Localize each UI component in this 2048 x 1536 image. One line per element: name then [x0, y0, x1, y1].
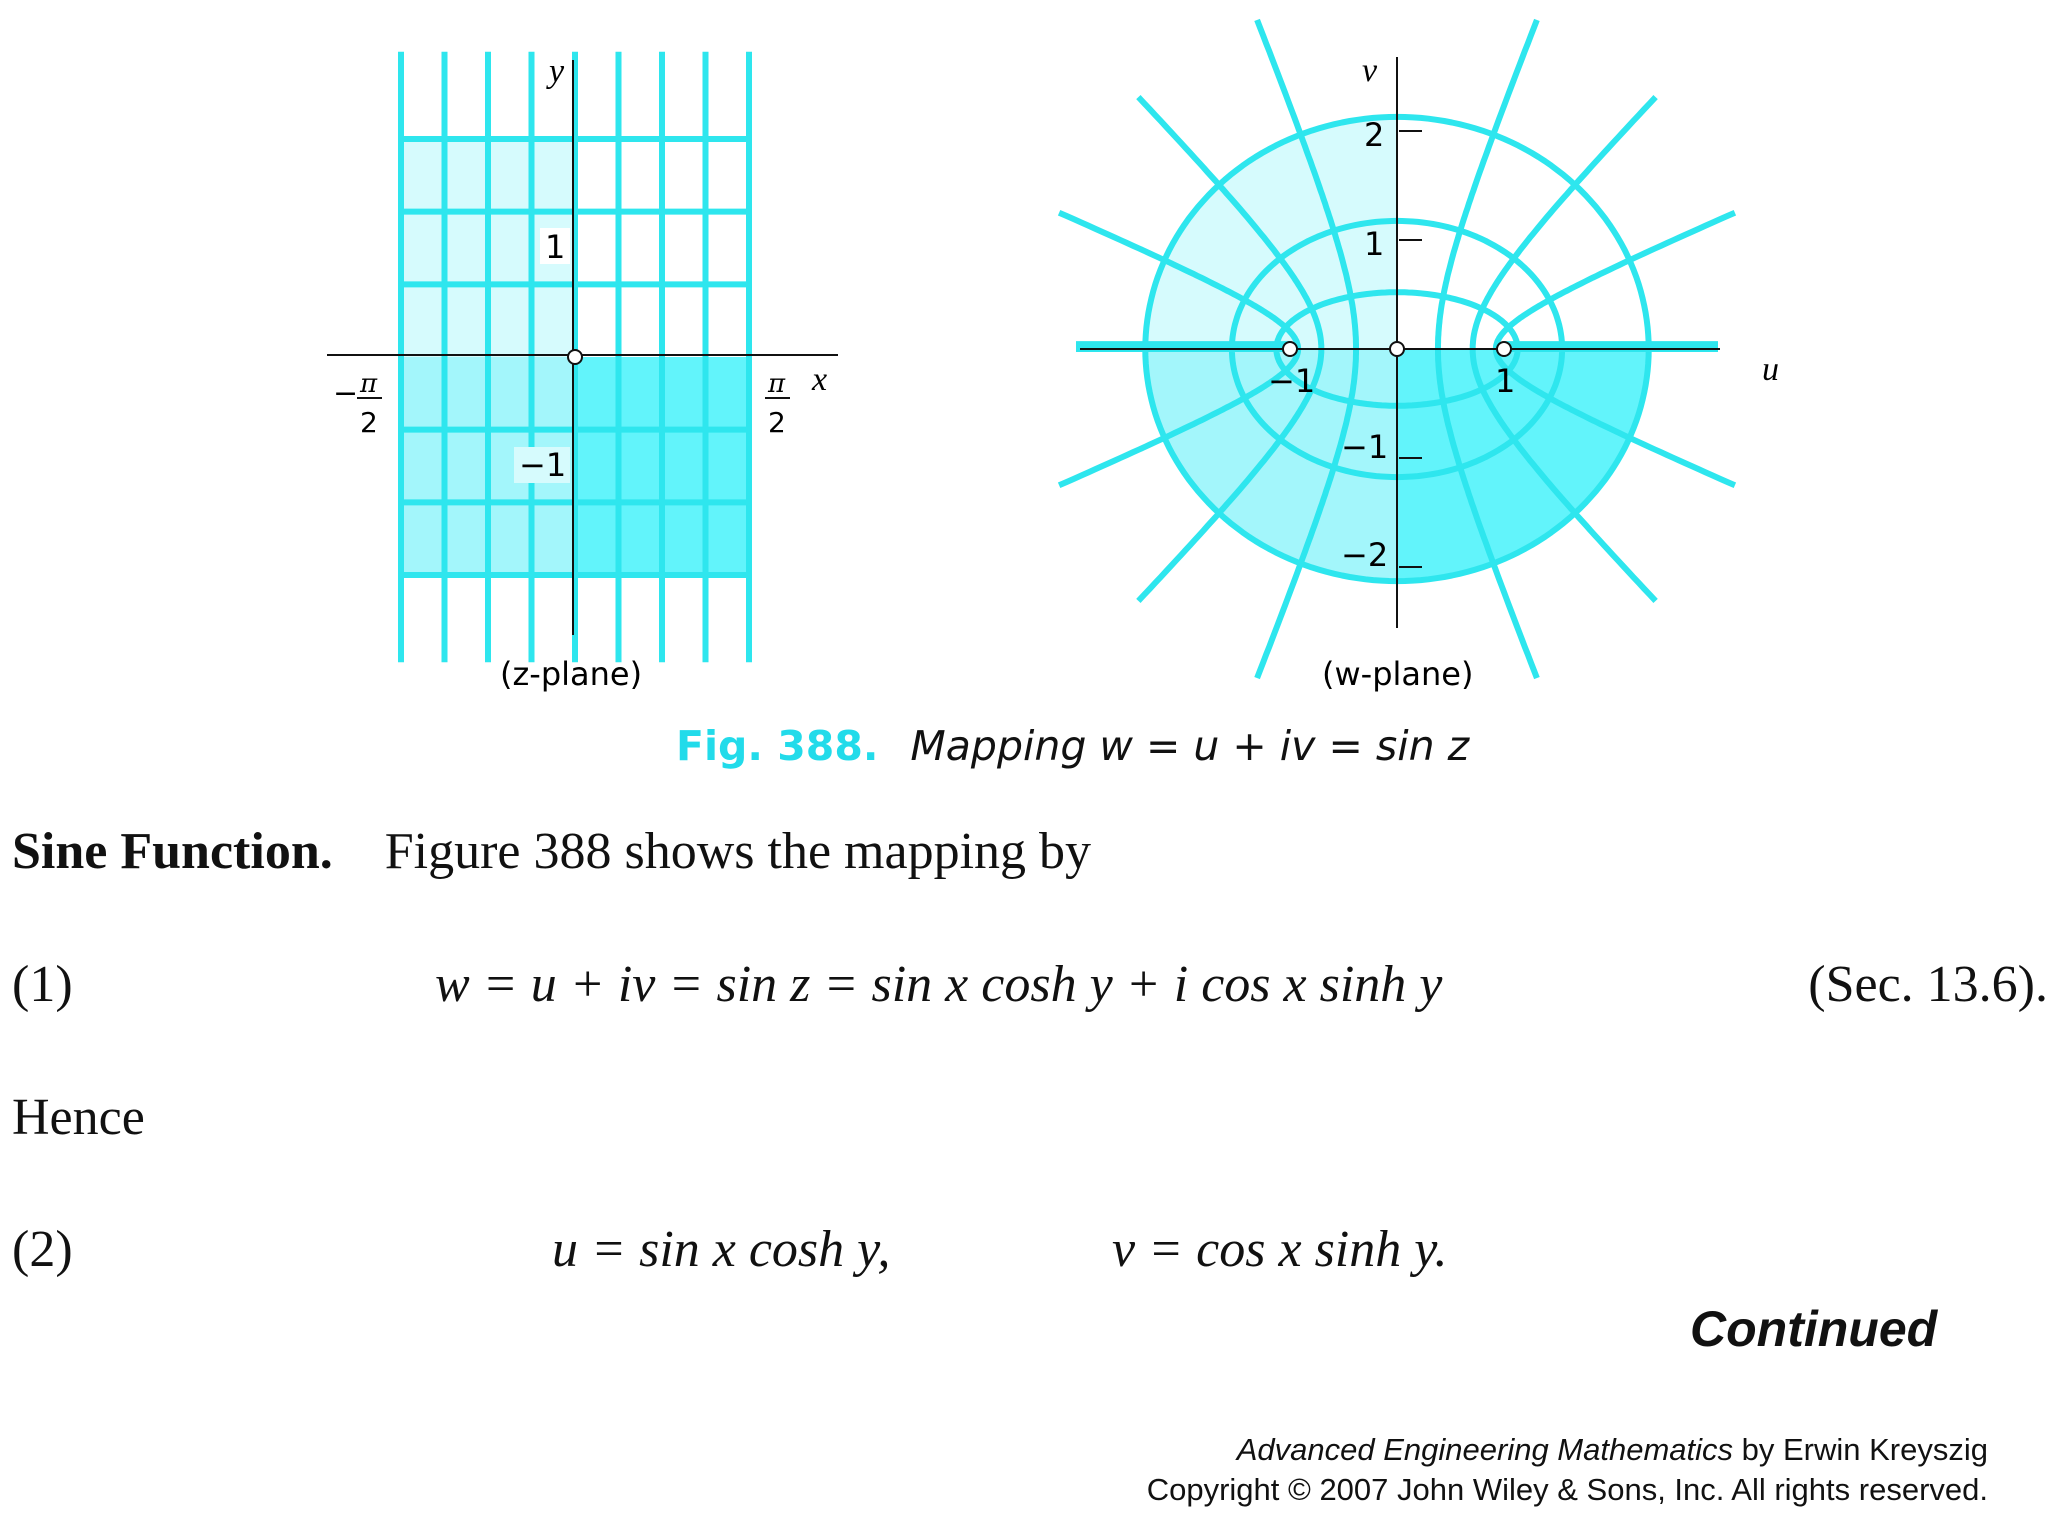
- equation-1: w = u + iv = sin z = sin x cosh y + i cos x sinh y: [435, 956, 1443, 1013]
- section-heading: [12, 822, 1091, 881]
- credit-copyright-line: Copyright © 2007 John Wiley & Sons, Inc. All rights reserved.: [1146, 1472, 1988, 1507]
- branch-point-minus1: [1283, 342, 1297, 356]
- two-right: 2: [768, 406, 786, 439]
- origin-point: [568, 350, 582, 364]
- continued-label: Continued: [1690, 1301, 1938, 1357]
- equation-2-v: v = cos x sinh y.: [1112, 1221, 1448, 1278]
- equation-1-reference: (Sec. 13.6).: [1808, 956, 2048, 1013]
- pi-right: π: [768, 369, 786, 399]
- branch-point-1: [1497, 342, 1511, 356]
- tick-v-2: 2: [1364, 116, 1385, 154]
- figure-caption: [676, 722, 1469, 770]
- w-origin-point: [1390, 342, 1404, 356]
- z-plane-diagram: [327, 52, 838, 693]
- u-axis-label: u: [1762, 351, 1779, 388]
- w-plane-label: (w-plane): [1322, 655, 1474, 693]
- equation-2-number: (2): [12, 1221, 73, 1278]
- caption-text: Mapping w = u + iv = sin z: [910, 722, 1470, 770]
- tick-y-1: 1: [545, 228, 566, 266]
- tick-v-minus2: −2: [1341, 536, 1389, 574]
- v-axis-label: v: [1362, 52, 1378, 89]
- w-plane-diagram: [1059, 20, 1779, 693]
- z-plane-label: (z-plane): [500, 655, 643, 693]
- tick-v-minus1: −1: [1341, 428, 1389, 466]
- figure-number: Fig. 388.: [676, 722, 879, 770]
- equation-2-u: u = sin x cosh y,: [552, 1221, 891, 1278]
- heading-rest: Figure 388 shows the mapping by: [384, 823, 1092, 880]
- equation-1-number: (1): [12, 956, 73, 1013]
- tick-u-1: 1: [1495, 362, 1516, 400]
- heading-bold: Sine Function.: [12, 823, 333, 880]
- tick-v-1: 1: [1364, 225, 1385, 263]
- hence-text: Hence: [12, 1089, 145, 1146]
- x-axis-label: x: [812, 361, 828, 398]
- two-left: 2: [360, 406, 378, 439]
- credit-book-line: Advanced Engineering Mathematics by Erwin Kreyszig: [1236, 1432, 1988, 1467]
- pi-left: π: [360, 369, 378, 399]
- tick-y-minus1: −1: [519, 446, 567, 484]
- tick-u-minus1: −1: [1268, 362, 1316, 400]
- y-axis-label: y: [549, 53, 565, 90]
- minus-sign: −: [333, 376, 359, 411]
